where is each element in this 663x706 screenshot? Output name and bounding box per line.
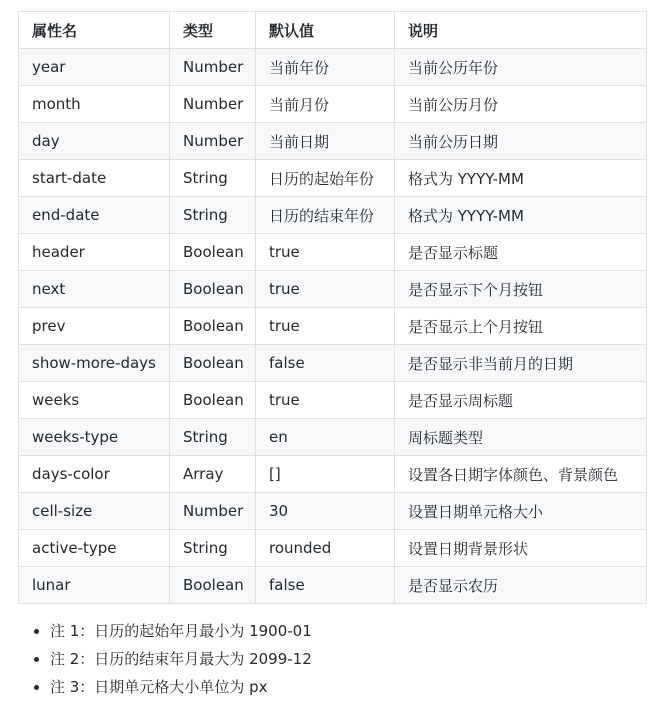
cell-description: 是否显示标题 [395,234,647,271]
cell-type: Boolean [170,271,256,308]
cell-name: month [19,86,170,123]
cell-type: Number [170,86,256,123]
cell-default: en [256,419,395,456]
cell-default: true [256,382,395,419]
cell-name: day [19,123,170,160]
cell-type: String [170,530,256,567]
cell-description: 是否显示下个月按钮 [395,271,647,308]
cell-name: end-date [19,197,170,234]
cell-name: weeks [19,382,170,419]
cell-description: 当前公历日期 [395,123,647,160]
table-row [19,49,647,86]
table-row [19,308,647,345]
table-row [19,419,647,456]
cell-name: next [19,271,170,308]
cell-description: 设置各日期字体颜色、背景颜色 [395,456,647,493]
table-row [19,123,647,160]
cell-default: 日历的起始年份 [256,160,395,197]
cell-description: 是否显示周标题 [395,382,647,419]
cell-type: Number [170,123,256,160]
notes-list [22,617,312,701]
table-row [19,382,647,419]
cell-description: 是否显示上个月按钮 [395,308,647,345]
table-row [19,86,647,123]
cell-default: true [256,308,395,345]
cell-type: Boolean [170,308,256,345]
cell-description: 设置日期背景形状 [395,530,647,567]
cell-description: 当前公历月份 [395,86,647,123]
cell-name: active-type [19,530,170,567]
table-header [19,12,647,49]
cell-description: 是否显示非当前月的日期 [395,345,647,382]
cell-default: 30 [256,493,395,530]
header-description: 说明 [395,12,647,49]
cell-type: String [170,160,256,197]
cell-type: Boolean [170,382,256,419]
cell-name: year [19,49,170,86]
header-default: 默认值 [256,12,395,49]
cell-default: false [256,567,395,604]
cell-default: true [256,271,395,308]
cell-name: show-more-days [19,345,170,382]
header-type: 类型 [170,12,256,49]
cell-name: header [19,234,170,271]
cell-type: String [170,197,256,234]
cell-description: 是否显示农历 [395,567,647,604]
note-item: • 注 1：日历的起始年月最小为 1900-01 [50,617,312,645]
cell-type: Number [170,493,256,530]
table-body [19,49,647,604]
note-item: • 注 3：日期单元格大小单位为 px [50,673,312,701]
cell-default: rounded [256,530,395,567]
cell-description: 格式为 YYYY-MM [395,160,647,197]
cell-name: prev [19,308,170,345]
cell-name: lunar [19,567,170,604]
table-row [19,160,647,197]
cell-default: true [256,234,395,271]
cell-default: 当前年份 [256,49,395,86]
cell-name: start-date [19,160,170,197]
cell-type: String [170,419,256,456]
cell-type: Array [170,456,256,493]
table-row [19,345,647,382]
cell-default: 当前日期 [256,123,395,160]
cell-name: days-color [19,456,170,493]
cell-description: 周标题类型 [395,419,647,456]
header-name: 属性名 [19,12,170,49]
table-row [19,493,647,530]
cell-name: weeks-type [19,419,170,456]
table-row [19,234,647,271]
cell-description: 当前公历年份 [395,49,647,86]
header-row [19,12,647,49]
cell-description: 设置日期单元格大小 [395,493,647,530]
table-row [19,197,647,234]
cell-default: 日历的结束年份 [256,197,395,234]
properties-table [18,11,647,604]
cell-type: Number [170,49,256,86]
cell-default: false [256,345,395,382]
table-row [19,530,647,567]
table-row [19,567,647,604]
cell-default: 当前月份 [256,86,395,123]
cell-name: cell-size [19,493,170,530]
table-row [19,456,647,493]
cell-description: 格式为 YYYY-MM [395,197,647,234]
note-item: • 注 2：日历的结束年月最大为 2099-12 [50,645,312,673]
cell-type: Boolean [170,234,256,271]
cell-type: Boolean [170,345,256,382]
table-row [19,271,647,308]
cell-default: [] [256,456,395,493]
cell-type: Boolean [170,567,256,604]
